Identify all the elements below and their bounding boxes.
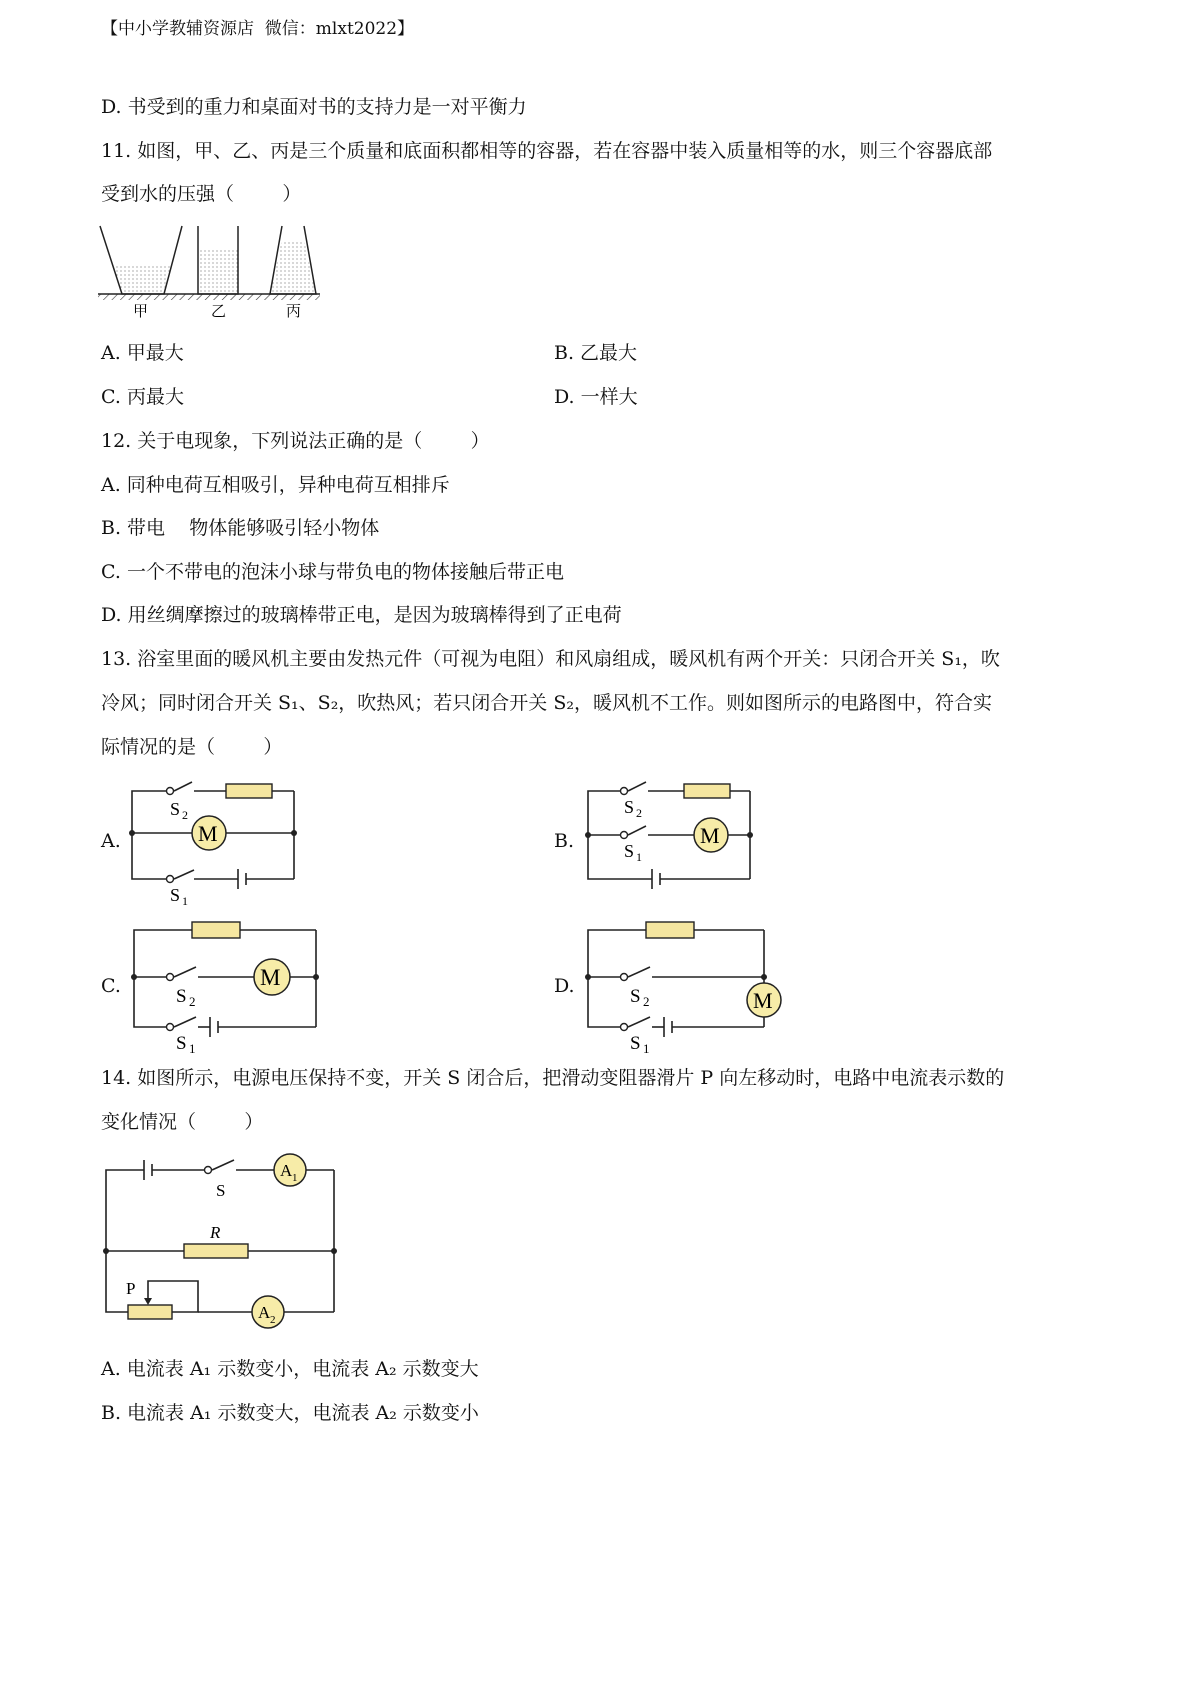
svg-text:1: 1: [292, 1172, 298, 1184]
q14-option-a: A. 电流表 A₁ 示数变小，电流表 A₂ 示数变大: [101, 1358, 479, 1380]
svg-text:M: M: [198, 821, 218, 846]
container-jia-water: [113, 264, 172, 294]
svg-text:S: S: [630, 986, 641, 1007]
svg-text:S: S: [624, 841, 635, 861]
ground-hatch: [98, 294, 320, 300]
svg-text:2: 2: [182, 808, 188, 822]
svg-text:S: S: [176, 986, 187, 1007]
q11-containers-figure: [96, 222, 336, 322]
q14-stem-line2: 变化情况（ ）: [101, 1111, 264, 1133]
svg-text:M: M: [753, 988, 773, 1013]
q14-circuit: [98, 1150, 348, 1345]
svg-text:M: M: [260, 965, 281, 990]
svg-text:2: 2: [643, 994, 650, 1009]
q14-option-b: B. 电流表 A₁ 示数变大，电流表 A₂ 示数变小: [101, 1402, 479, 1424]
label-bing: 丙: [286, 304, 302, 320]
svg-text:R: R: [210, 1223, 221, 1242]
svg-text:P: P: [126, 1279, 136, 1298]
q14-stem-line1: 14. 如图所示，电源电压保持不变，开关 S 闭合后，把滑动变阻器滑片 P 向左移动时，电路中电流表示数的: [101, 1067, 1005, 1089]
q10-option-d: D. 书受到的重力和桌面对书的支持力是一对平衡力: [101, 96, 527, 118]
svg-text:2: 2: [270, 1314, 276, 1326]
q11-option-b: B. 乙最大: [554, 342, 638, 364]
svg-text:2: 2: [636, 806, 642, 820]
svg-text:1: 1: [636, 850, 642, 864]
svg-text:2: 2: [189, 994, 196, 1009]
q13-circuit-d: [580, 915, 785, 1055]
container-bing-water: [270, 240, 316, 294]
q12-option-a: A. 同种电荷互相吸引，异种电荷互相排斥: [101, 474, 450, 496]
q13-circuit-a: [126, 775, 306, 905]
q13-stem-line2: 冷风；同时闭合开关 S₁、S₂，吹热风；若只闭合开关 S₂，暖风机不工作。则如图所示的电路图中，符合实: [101, 692, 992, 714]
label-yi: 乙: [211, 304, 227, 320]
q12-stem: 12. 关于电现象，下列说法正确的是（ ）: [101, 430, 490, 452]
q13-circuit-c: [126, 915, 331, 1055]
label-jia: 甲: [133, 304, 149, 320]
q13-stem-line3: 际情况的是（ ）: [101, 736, 283, 758]
q13-label-b: B.: [554, 830, 575, 852]
q11-option-c: C. 丙最大: [101, 386, 184, 408]
svg-text:S: S: [170, 885, 181, 905]
q12-option-b: B. 带电 物体能够吸引轻小物体: [101, 517, 380, 539]
svg-text:S: S: [624, 797, 635, 817]
q12-option-c: C. 一个不带电的泡沫小球与带负电的物体接触后带正电: [101, 561, 564, 583]
svg-text:1: 1: [189, 1041, 196, 1055]
svg-text:S: S: [170, 799, 181, 819]
q11-stem-line2: 受到水的压强（ ）: [101, 183, 302, 205]
q13-label-c: C.: [101, 975, 121, 997]
container-yi-water: [198, 250, 238, 294]
svg-text:A: A: [280, 1161, 293, 1180]
q13-circuit-b: [580, 775, 760, 905]
q13-label-a: A.: [101, 830, 121, 852]
svg-text:A: A: [258, 1303, 271, 1322]
q13-label-d: D.: [554, 975, 575, 997]
svg-text:1: 1: [643, 1041, 650, 1055]
svg-text:M: M: [700, 823, 720, 848]
q13-stem-line1: 13. 浴室里面的暖风机主要由发热元件（可视为电阻）和风扇组成，暖风机有两个开关：只闭合开关 S₁，吹: [101, 648, 1000, 670]
svg-text:S: S: [630, 1033, 641, 1054]
page-header-watermark: 【中小学教辅资源店 微信：mlxt2022】: [101, 19, 415, 39]
svg-text:S: S: [176, 1033, 187, 1054]
svg-text:S: S: [216, 1181, 226, 1200]
q11-stem-line1: 11. 如图，甲、乙、丙是三个质量和底面积都相等的容器，若在容器中装入质量相等的水，则三个容器底部: [101, 140, 993, 162]
q11-option-a: A. 甲最大: [101, 342, 184, 364]
svg-text:1: 1: [182, 894, 188, 905]
q12-option-d: D. 用丝绸摩擦过的玻璃棒带正电，是因为玻璃棒得到了正电荷: [101, 604, 622, 626]
q11-option-d: D. 一样大: [554, 386, 638, 408]
